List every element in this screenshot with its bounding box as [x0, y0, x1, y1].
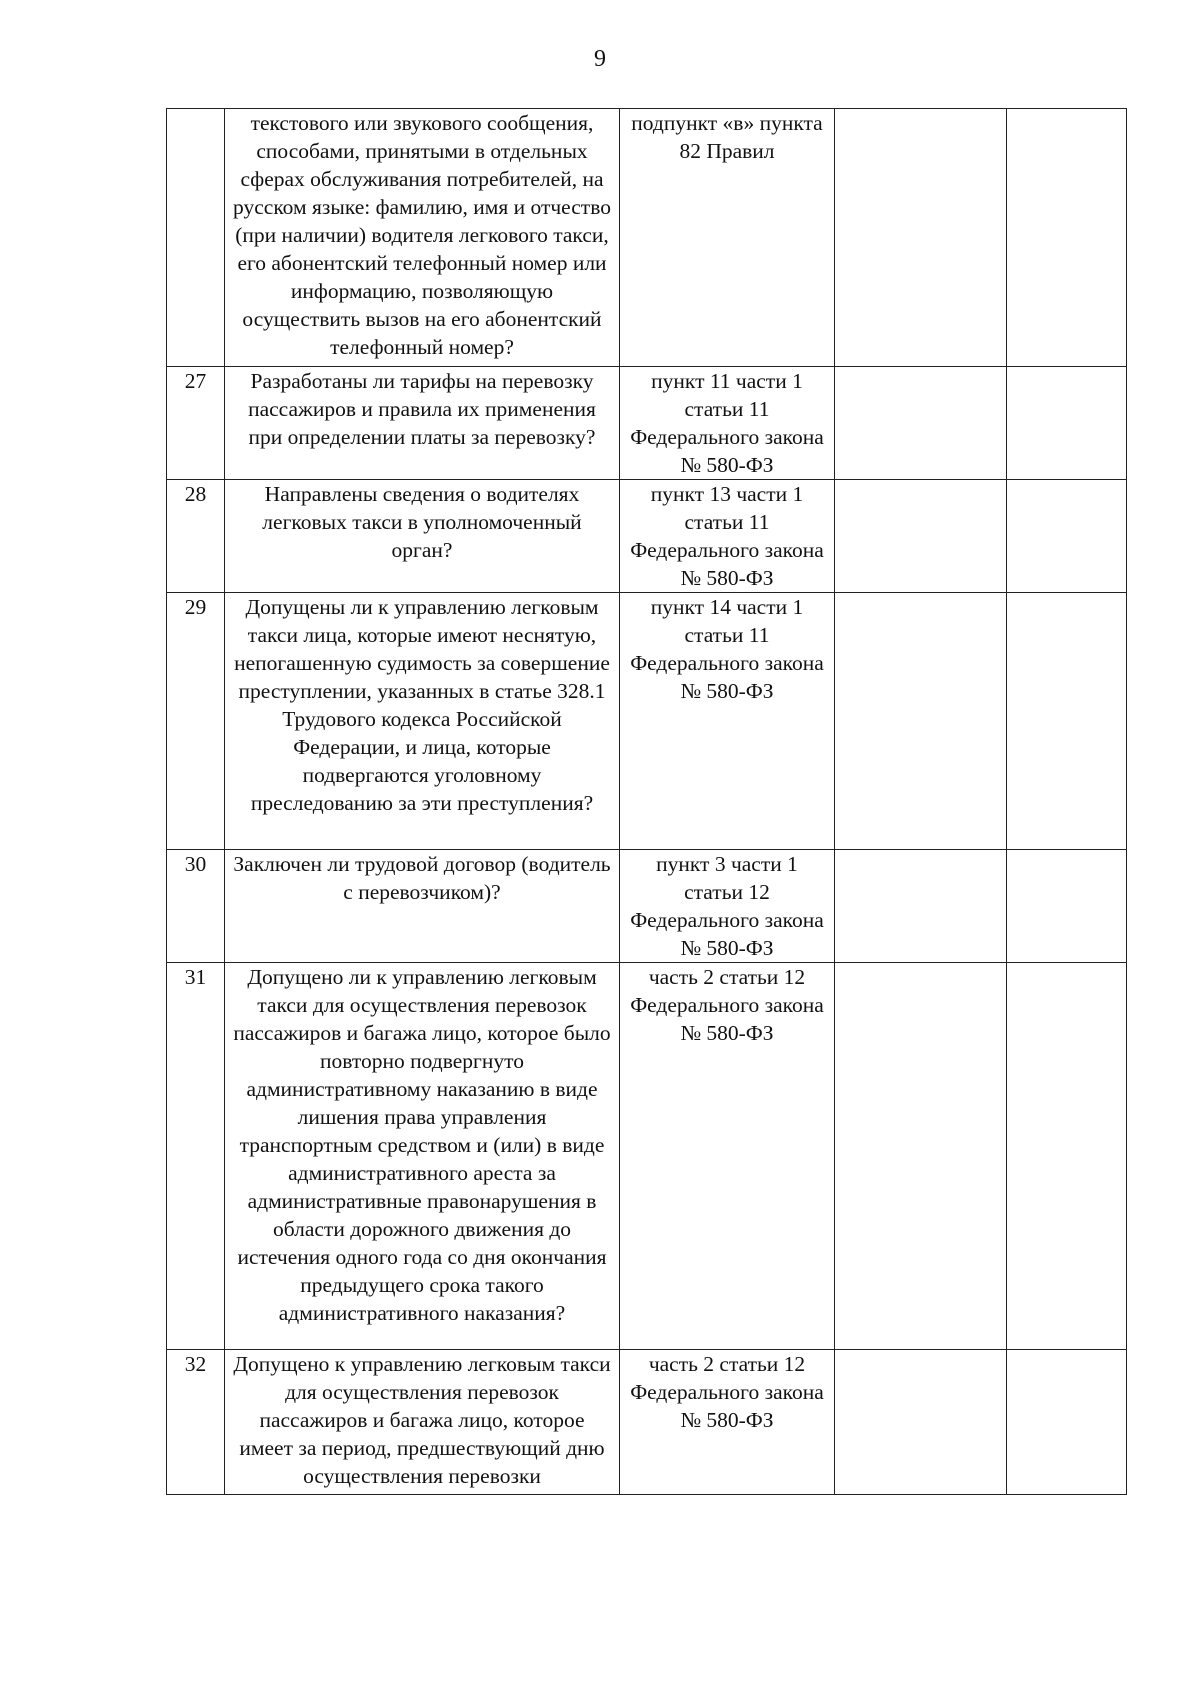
table-row	[167, 850, 1127, 963]
row-number-cell: 31	[167, 963, 225, 1350]
empty-cell	[835, 109, 1007, 367]
legal-reference-cell: пункт 13 части 1 статьи 11 Федерального закона № 580-ФЗ	[620, 480, 835, 593]
empty-cell	[1007, 593, 1127, 850]
empty-cell	[835, 593, 1007, 850]
empty-cell	[835, 480, 1007, 593]
empty-cell	[1007, 109, 1127, 367]
empty-cell	[1007, 850, 1127, 963]
empty-cell	[835, 963, 1007, 1350]
legal-reference-cell: пункт 14 части 1 статьи 11 Федерального закона № 580-ФЗ	[620, 593, 835, 850]
legal-reference-cell: подпункт «в» пункта 82 Правил	[620, 109, 835, 367]
question-cell: текстового или звукового сообщения, способами, принятыми в отдельных сферах обслуживания потребителей, на русском языке: фамилию, имя и отчество (при наличии) водителя легкового такси, его абонентский телефонный номер или информацию, позволяющую осуществить вызов на его абонентский телефонный номер?	[225, 109, 620, 367]
table-row	[167, 367, 1127, 480]
row-number-cell: 29	[167, 593, 225, 850]
table-row	[167, 593, 1127, 850]
table-row	[167, 109, 1127, 367]
legal-reference-cell: часть 2 статьи 12 Федерального закона № 580-ФЗ	[620, 963, 835, 1350]
legal-reference-cell: пункт 3 части 1 статьи 12 Федерального закона № 580-ФЗ	[620, 850, 835, 963]
question-cell: Допущено ли к управлению легковым такси для осуществления перевозок пассажиров и багажа лицо, которое было повторно подвергнуто административному наказанию в виде лишения права управления транспортным средством и (или) в виде административного ареста за административные правонарушения в области дорожного движения до истечения одного года со дня окончания предыдущего срока такого административного наказания?	[225, 963, 620, 1350]
legal-reference-cell: часть 2 статьи 12 Федерального закона № 580-ФЗ	[620, 1350, 835, 1495]
row-number-cell: 30	[167, 850, 225, 963]
question-cell: Заключен ли трудовой договор (водитель с перевозчиком)?	[225, 850, 620, 963]
empty-cell	[1007, 1350, 1127, 1495]
table-row	[167, 480, 1127, 593]
empty-cell	[1007, 367, 1127, 480]
row-number-cell: 27	[167, 367, 225, 480]
table-row	[167, 963, 1127, 1350]
empty-cell	[835, 850, 1007, 963]
question-cell: Допущено к управлению легковым такси для осуществления перевозок пассажиров и багажа лицо, которое имеет за период, предшествующий дню осуществления перевозки	[225, 1350, 620, 1495]
table-row	[167, 1350, 1127, 1495]
row-number-cell: 32	[167, 1350, 225, 1495]
checklist-table	[166, 108, 1127, 1495]
row-number-cell	[167, 109, 225, 367]
legal-reference-cell: пункт 11 части 1 статьи 11 Федерального закона № 580-ФЗ	[620, 367, 835, 480]
question-cell: Направлены сведения о водителях легковых такси в уполномоченный орган?	[225, 480, 620, 593]
page-number: 9	[594, 46, 606, 72]
empty-cell	[1007, 963, 1127, 1350]
empty-cell	[1007, 480, 1127, 593]
question-cell: Разработаны ли тарифы на перевозку пассажиров и правила их применения при определении платы за перевозку?	[225, 367, 620, 480]
row-number-cell: 28	[167, 480, 225, 593]
empty-cell	[835, 367, 1007, 480]
question-cell: Допущены ли к управлению легковым такси лица, которые имеют неснятую, непогашенную судимость за совершение преступлении, указанных в статье 328.1 Трудового кодекса Российской Федерации, и лица, которые подвергаются уголовному преследованию за эти преступления?	[225, 593, 620, 850]
empty-cell	[835, 1350, 1007, 1495]
